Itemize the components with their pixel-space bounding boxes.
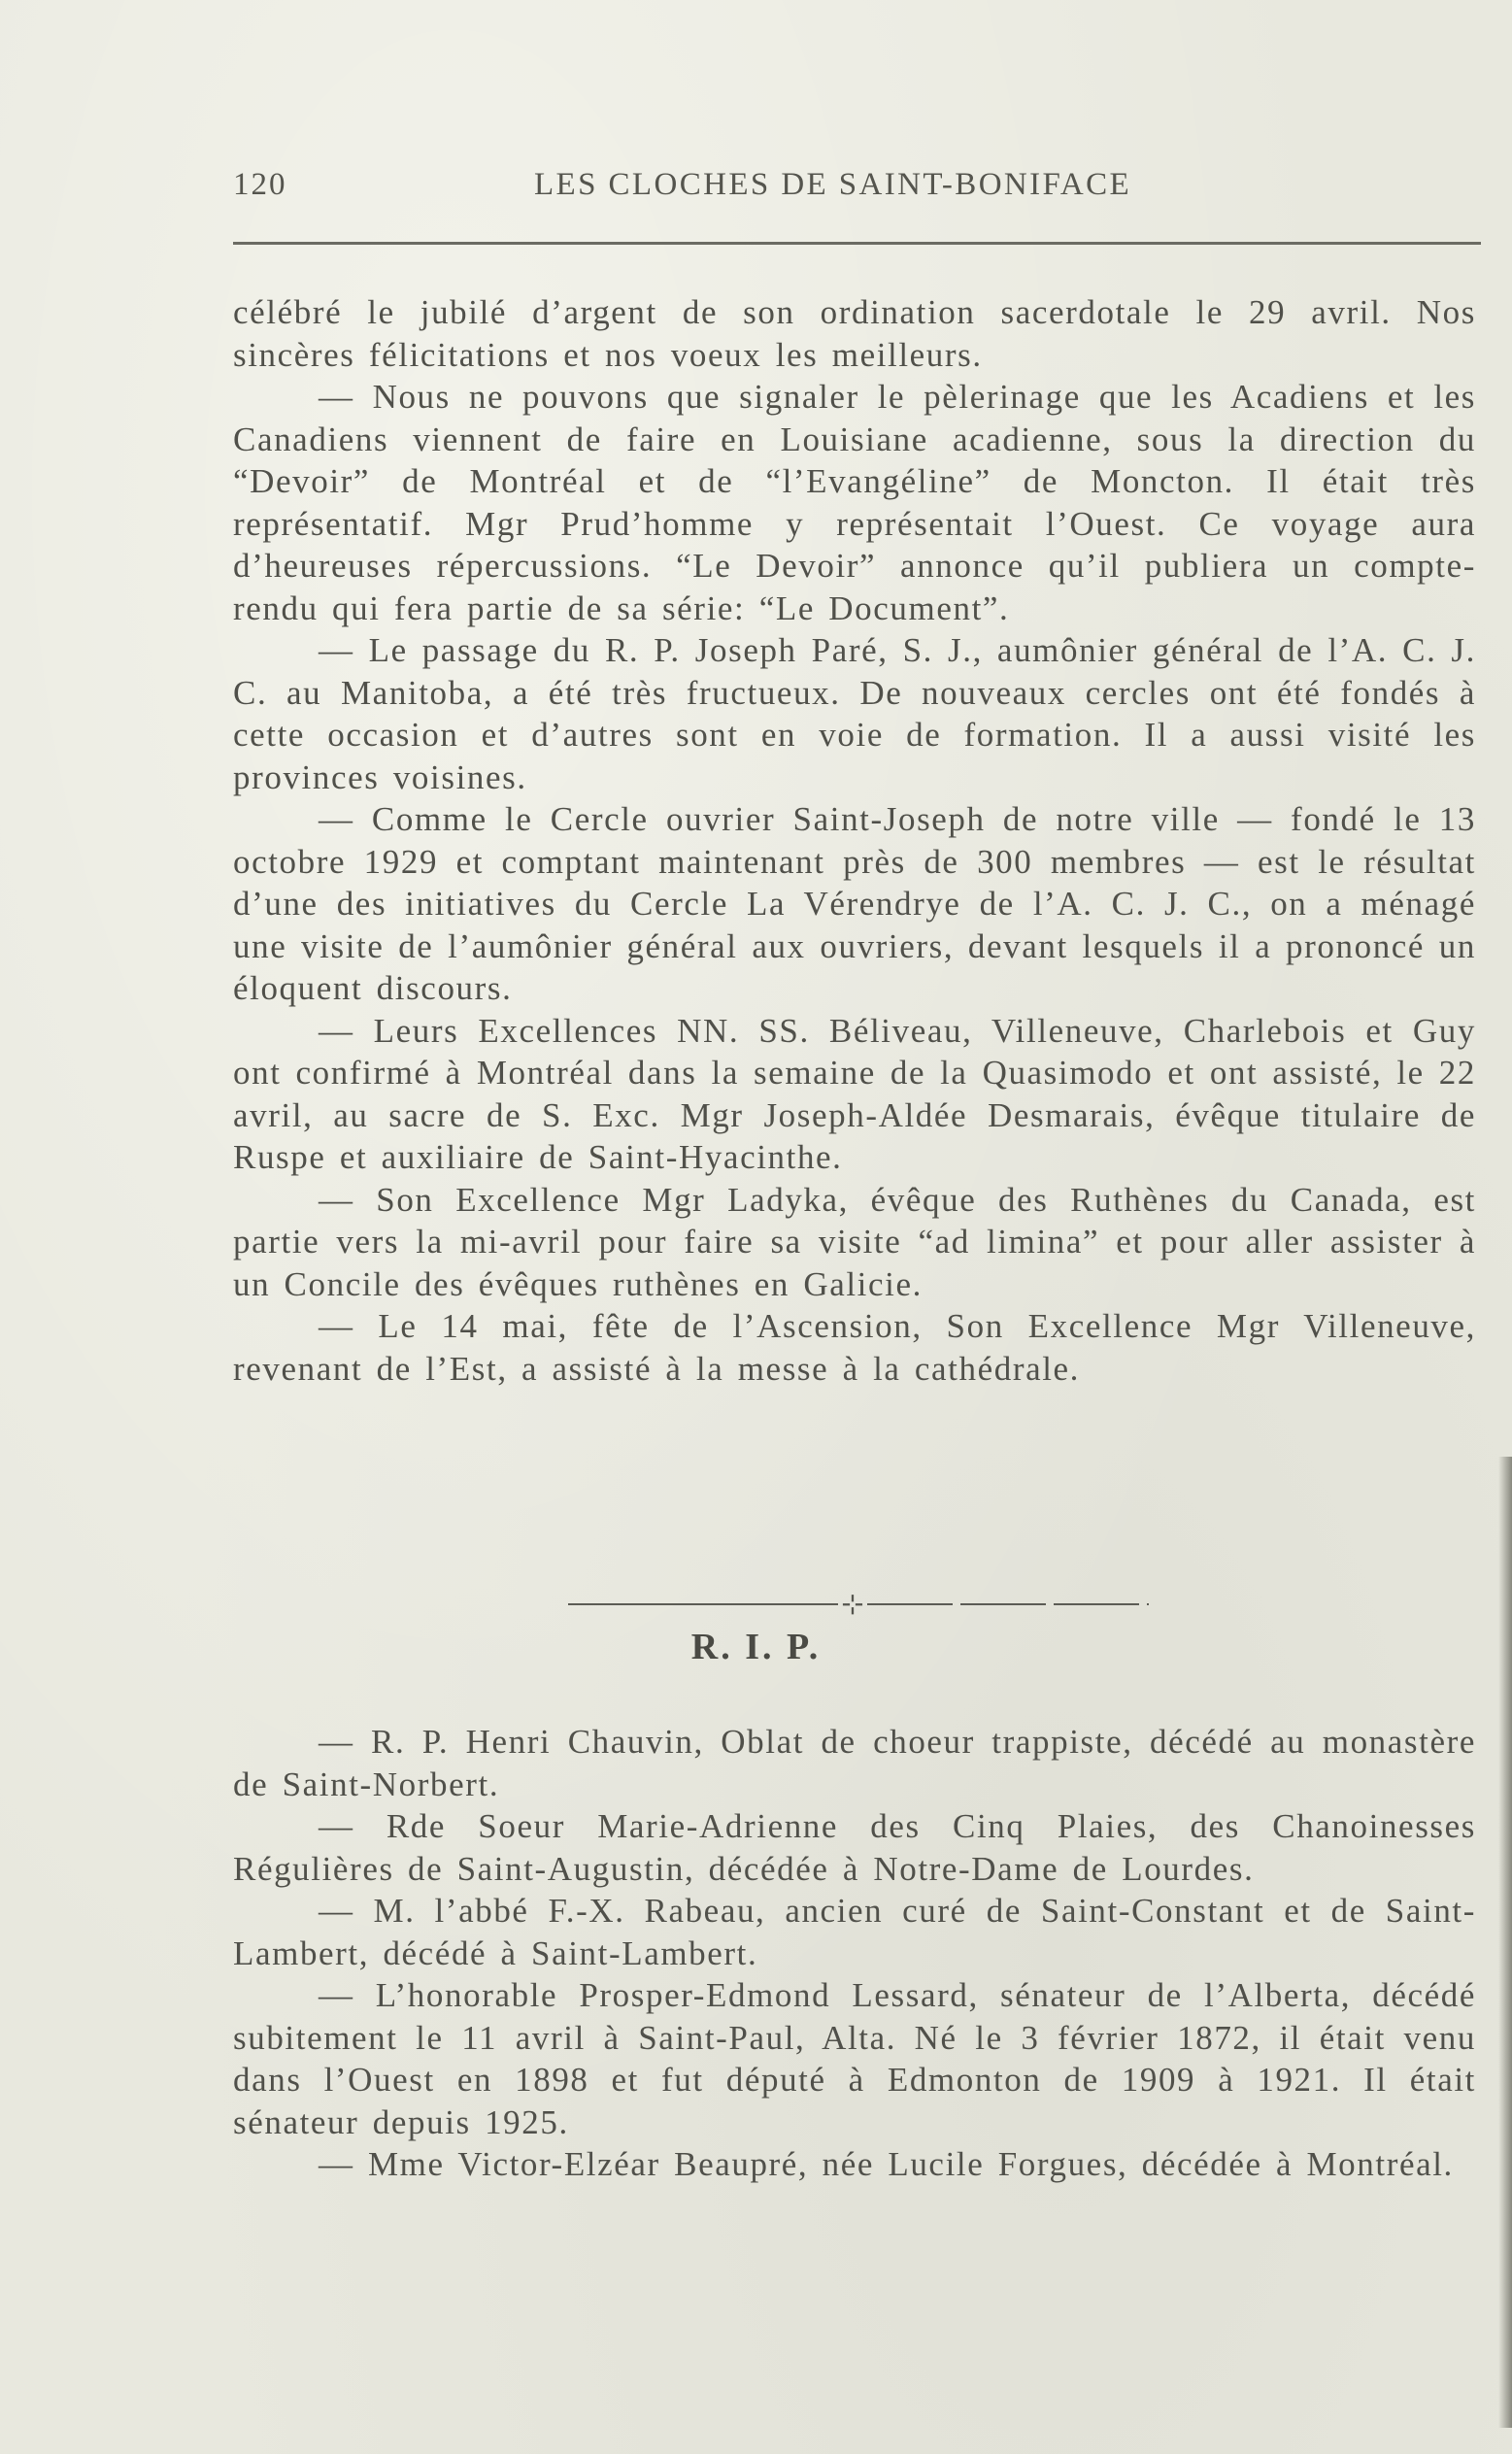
obituary-item: — M. l’abbé F.-X. Rabeau, ancien curé de Saint-Constant et de Saint-Lambert, décédé à Saint-Lambert. [233, 1892, 1476, 1972]
paragraph: — Nous ne pouvons que signaler le pèlerinage que les Acadiens et les Canadiens viennent de faire en Louisiane acadienne, sous la direction du “Devoir” de Montréal et de “l’Evangéline” de Moncton. Il était très représentatif. Mgr Prud’homme y représentait l’Ouest. Ce voyage aura d’heureuses répercussions. “Le Devoir” annonce qu’il publiera un compte-rendu qui fera partie de sa série: “Le Document”. [233, 378, 1476, 627]
ornamental-divider [568, 1590, 1151, 1619]
obituary-item: — Mme Victor-Elzéar Beaupré, née Lucile Forgues, décédée à Montréal. [319, 2145, 1454, 2183]
header-rule [233, 242, 1481, 245]
paragraph: — Son Excellence Mgr Ladyka, évêque des Ruthènes du Canada, est partie vers la mi-avril pour faire sa visite “ad limina” et pour aller assister à un Concile des évêques ruthènes en Galicie. [233, 1180, 1476, 1303]
page-edge-shadow [1498, 1457, 1512, 2428]
paragraph: — Le 14 mai, fête de l’Ascension, Son Excellence Mgr Villeneuve, revenant de l’Est, a assisté à la messe à la cathédrale. [233, 1307, 1476, 1388]
paragraph: — Le passage du R. P. Joseph Paré, S. J., aumônier général de l’A. C. J. C. au Manitoba, a été très fructueux. De nouveaux cercles ont été fondés à cette occasion et d’autres sont en voie de formation. Il a aussi visité les provinces voisines. [233, 631, 1476, 796]
section-title: R. I. P. [690, 1627, 822, 1667]
page-header [233, 167, 1481, 216]
paragraph: — Comme le Cercle ouvrier Saint-Joseph de notre ville — fondé le 13 octobre 1929 et comptant maintenant près de 300 membres — est le résultat d’une des initiatives du Cercle La Vérendrye de l’A. C. J. C., on a ménagé une visite de l’aumônier général aux ouvriers, devant lesquels il a prononcé un éloquent discours. [233, 800, 1476, 1007]
obituary-item: — R. P. Henri Chauvin, Oblat de choeur trappiste, décédé au monastère de Saint-Norbert. [233, 1723, 1476, 1803]
news-section [233, 291, 1476, 1390]
obituary-list [233, 1721, 1476, 2186]
paragraph: célébré le jubilé d’argent de son ordination sacerdotale le 29 avril. Nos sincères félicitations et nos voeux les meilleurs. [233, 293, 1476, 374]
page-number: 120 [233, 167, 287, 202]
cross-icon: ⊹ [841, 1588, 864, 1620]
paragraph: — Leurs Excellences NN. SS. Béliveau, Villeneuve, Charlebois et Guy ont confirmé à Montréal dans la semaine de la Quasimodo et ont assisté, le 22 avril, au sacre de S. Exc. Mgr Joseph-Aldée Desmarais, évêque titulaire de Ruspe et auxiliaire de Saint-Hyacinthe. [233, 1011, 1476, 1176]
running-title: LES CLOCHES DE SAINT-BONIFACE [534, 167, 1132, 202]
obituary-item: — L’honorable Prosper-Edmond Lessard, sénateur de l’Alberta, décédé subitement le 11 avril à Saint-Paul, Alta. Né le 3 février 1872, il était venu dans l’Ouest en 1898 et fut député à Edmonton de 1909 à 1921. Il était sénateur depuis 1925. [233, 1976, 1476, 2141]
obituary-item: — Rde Soeur Marie-Adrienne des Cinq Plaies, des Chanoinesses Régulières de Saint-Augustin, décédée à Notre-Dame de Lourdes. [233, 1807, 1476, 1888]
divider-line-left [568, 1603, 838, 1605]
divider-line-right [867, 1603, 1149, 1605]
